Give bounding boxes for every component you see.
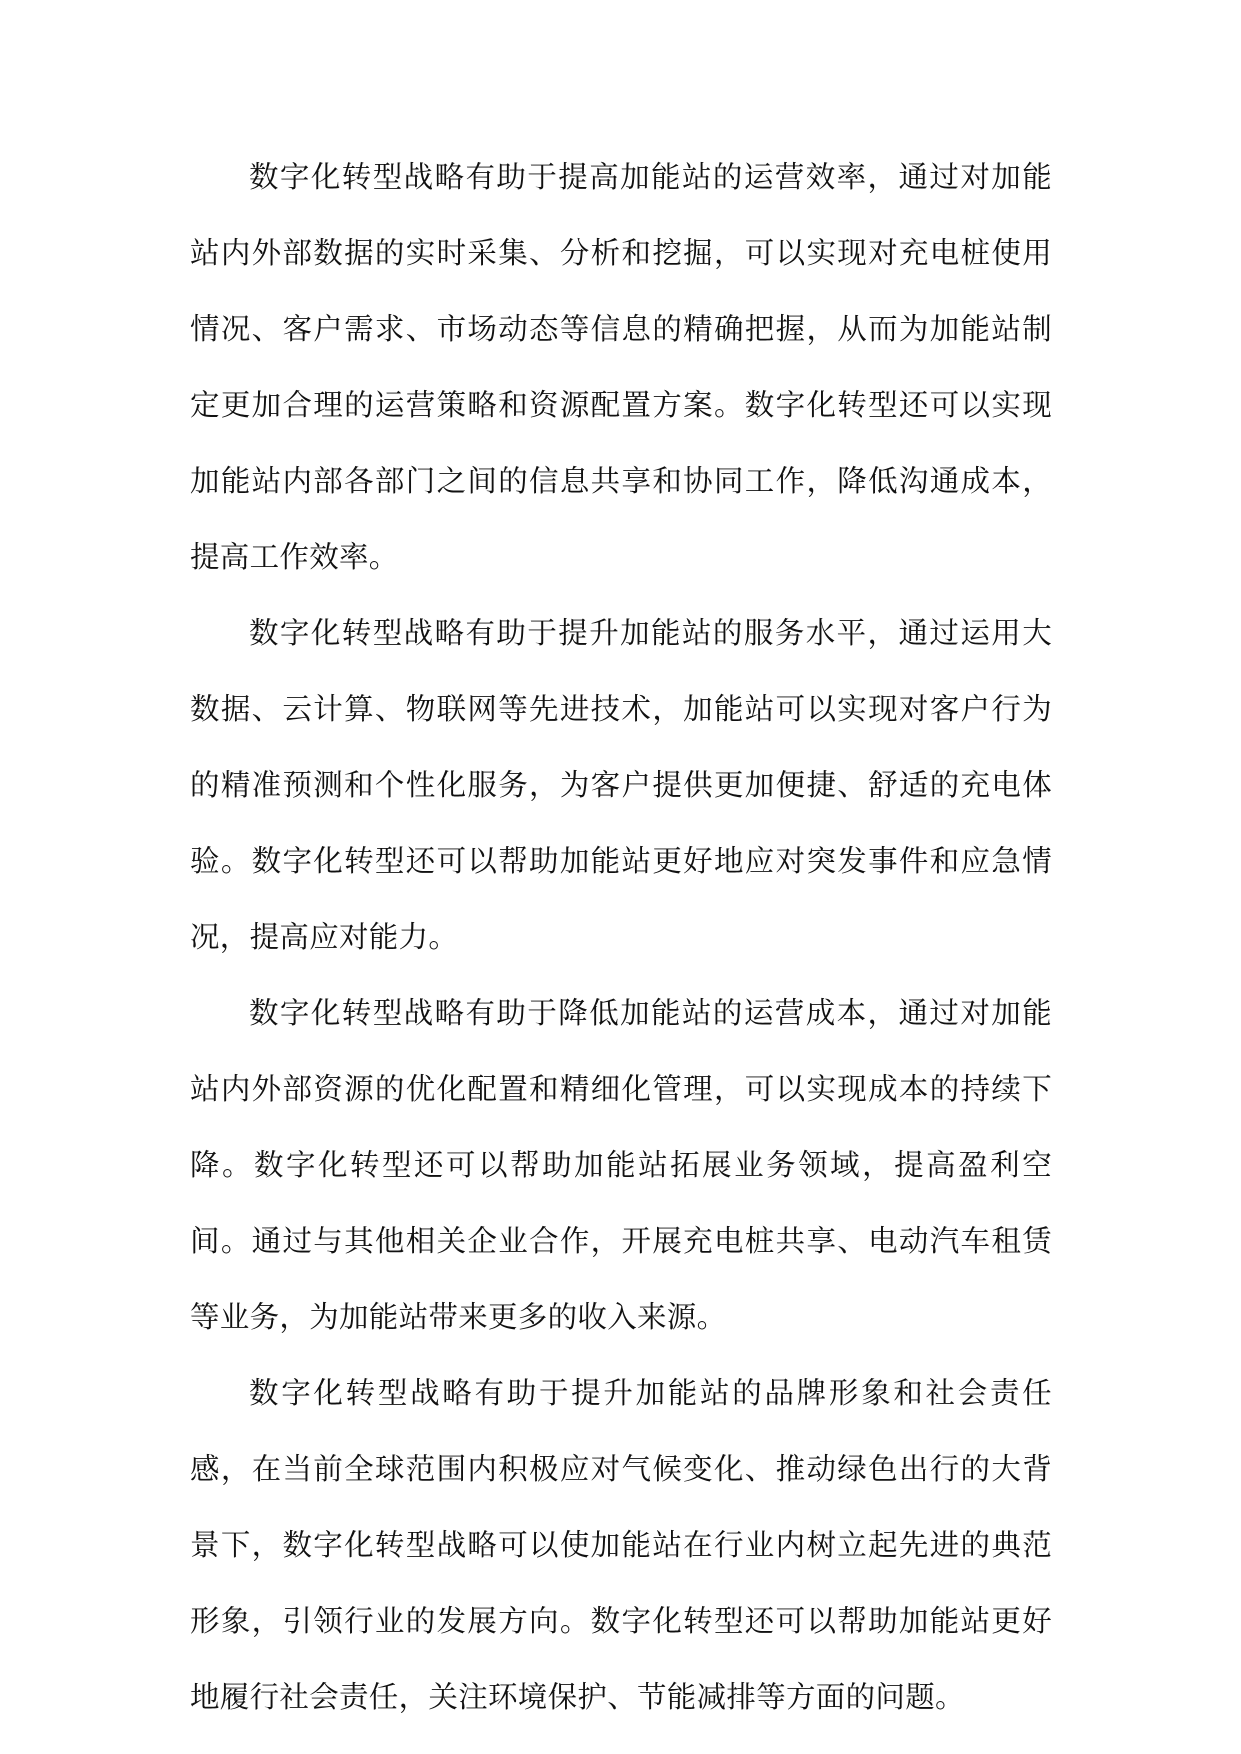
paragraph-operational-efficiency: 数字化转型战略有助于提高加能站的运营效率，通过对加能站内外部数据的实时采集、分析和挖掘，可以实现对充电桩使用情况、客户需求、市场动态等信息的精确把握，从而为加能站制定更加合理的运营策略和资源配置方案。数字化转型还可以实现加能站内部各部门之间的信息共享和协同工作，降低沟通成本，提高工作效率。 xyxy=(190,160,1052,574)
paragraph-operating-cost: 数字化转型战略有助于降低加能站的运营成本，通过对加能站内外部资源的优化配置和精细化管理，可以实现成本的持续下降。数字化转型还可以帮助加能站拓展业务领域，提高盈利空间。通过与其他相关企业合作，开展充电桩共享、电动汽车租赁等业务，为加能站带来更多的收入来源。 xyxy=(190,996,1052,1334)
document-body xyxy=(190,139,1052,1735)
paragraph-service-level: 数字化转型战略有助于提升加能站的服务水平，通过运用大数据、云计算、物联网等先进技术，加能站可以实现对客户行为的精准预测和个性化服务，为客户提供更加便捷、舒适的充电体验。数字化转型还可以帮助加能站更好地应对突发事件和应急情况，提高应对能力。 xyxy=(190,616,1052,954)
paragraph-brand-image: 数字化转型战略有助于提升加能站的品牌形象和社会责任感，在当前全球范围内积极应对气候变化、推动绿色出行的大背景下，数字化转型战略可以使加能站在行业内树立起先进的典范形象，引领行业的发展方向。数字化转型还可以帮助加能站更好地履行社会责任，关注环境保护、节能减排等方面的问题。 xyxy=(190,1376,1052,1714)
